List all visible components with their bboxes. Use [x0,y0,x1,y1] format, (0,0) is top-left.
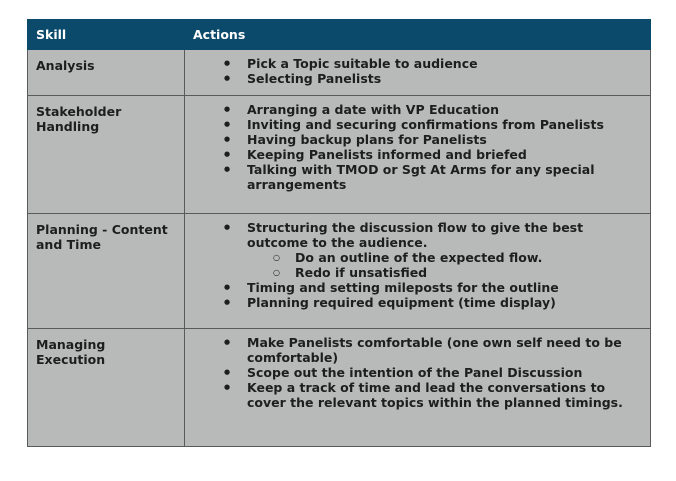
actions-cell [185,214,651,329]
action-list [193,335,642,410]
skills-table [27,19,651,447]
actions-cell [185,96,651,214]
action-list [193,56,642,86]
sub-action-list [247,250,642,280]
skill-cell: Planning - Content and Time [28,214,185,329]
table-row [28,50,651,96]
skill-cell: Managing Execution [28,329,185,447]
action-item: ● Arranging a date with VP Education [247,102,642,117]
table-header-row [28,20,651,50]
action-item: ● Planning required equipment (time display) [247,295,642,310]
action-item: ● Inviting and securing confirmations from Panelists [247,117,642,132]
action-item [247,220,642,280]
table-row [28,329,651,447]
skill-cell: Stakeholder Handling [28,96,185,214]
sub-action-item: ○ Redo if unsatisfied [295,265,642,280]
header-skill: Skill [28,20,185,50]
actions-cell [185,50,651,96]
skill-cell: Analysis [28,50,185,96]
action-item: ● Selecting Panelists [247,71,642,86]
skills-table-container [27,19,650,447]
action-item: ● Make Panelists comfortable (one own self need to be comfortable) [247,335,642,365]
actions-cell [185,329,651,447]
action-item: ● Keep a track of time and lead the conversations to cover the relevant topics within the planned timings. [247,380,642,410]
action-item: ● Timing and setting mileposts for the outline [247,280,642,295]
table-row [28,214,651,329]
action-item: ● Pick a Topic suitable to audience [247,56,642,71]
table-row [28,96,651,214]
action-item: ● Keeping Panelists informed and briefed [247,147,642,162]
action-list [193,102,642,192]
action-item: ● Talking with TMOD or Sgt At Arms for any special arrangements [247,162,642,192]
action-item: ● Having backup plans for Panelists [247,132,642,147]
action-text: Structuring the discussion flow to give the best outcome to the audience. [247,220,584,250]
header-actions: Actions [185,20,651,50]
action-item: ● Scope out the intention of the Panel Discussion [247,365,642,380]
sub-action-item: ○ Do an outline of the expected flow. [295,250,642,265]
action-list [193,220,642,310]
